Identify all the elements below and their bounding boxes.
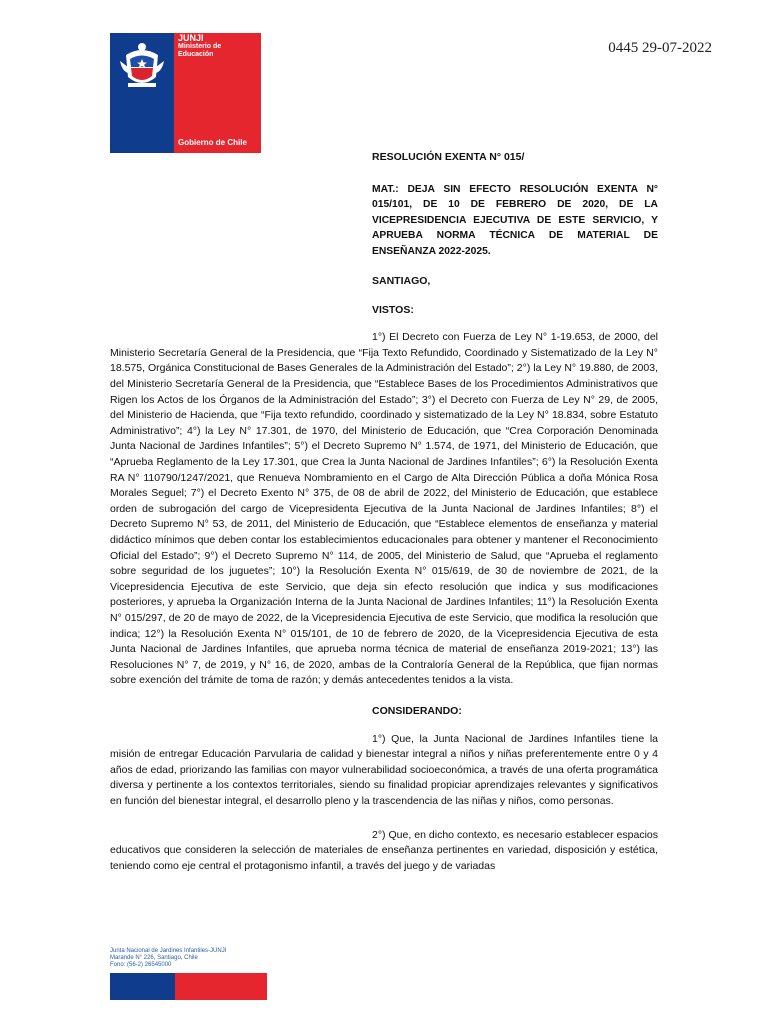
footer-line-1: Junta Nacional de Jardines Infantiles-JUNJI	[110, 948, 227, 954]
logo-blue-panel	[110, 33, 174, 153]
place-label: SANTIAGO,	[372, 275, 431, 288]
footer-color-bar	[110, 973, 267, 1000]
coat-of-arms-icon	[116, 37, 168, 93]
footer-blue-bar	[110, 973, 175, 1000]
document-body	[110, 150, 658, 874]
resolution-header-block	[372, 150, 658, 318]
footer-line-3: Fono: (56-2) 26545000	[110, 962, 172, 968]
considerando-paragraph-1: 1°) Que, la Junta Nacional de Jardines Infantiles tiene la misión de entregar Educación Parvularia de calidad y bienestar integral a niños y niñas preferentemente entre 0 y 4 años de edad, priorizando las familias con mayor vulnerabilidad socioeconómica, a través de una oferta programática diversa y pertinente a los contextos territoriales, siendo su finalidad propiciar aprendizajes relevantes y significativos en función del bienestar integral, el desarrollo pleno y la trascendencia de las niñas y niños, como personas.	[110, 732, 658, 807]
considerando-paragraph-2: 2°) Que, en dicho contexto, es necesario establecer espacios educativos que consideren la selección de materiales de enseñanza pertinentes en variedad, disposición y estética, teniendo como eje central el protagonismo infantil, a través del juego y de variadas	[110, 828, 658, 872]
considerando-label: CONSIDERANDO:	[372, 704, 462, 717]
considerando-block	[372, 704, 658, 720]
subject-label: MAT.:	[372, 183, 399, 195]
vistos-label: VISTOS:	[372, 303, 414, 316]
logo-government: Gobierno de Chile	[178, 138, 247, 147]
document-number-date: 0445 29-07-2022	[608, 40, 712, 56]
junji-logo	[110, 33, 261, 153]
footer-line-2: Marande N° 226, Santiago, Chile	[110, 955, 198, 961]
resolution-title: RESOLUCIÓN EXENTA N° 015/	[372, 151, 525, 163]
footer-address	[110, 948, 226, 969]
vistos-paragraph: 1°) El Decreto con Fuerza de Ley N° 1-19.653, de 2000, del Ministerio Secretaría General de la Presidencia, que “Fija Texto Refundido, Coordinado y Sistematizado de la Ley N° 18.575, Orgánica Constitucional de Bases Generales de la Administración del Estado”; 2°) la Ley N° 19.880, de 2003, del Ministerio Secretaría General de la Presidencia, que “Establece Bases de los Procedimientos Administrativos que Rigen los Actos de los Órganos de la Administración del Estado”; 3°) el Decreto con Fuerza de Ley N° 29, de 2005, del Ministerio de Hacienda, que “Fija texto refundido, coordinado y sistematizado de la Ley N° 18.834, sobre Estatuto Administrativo”; 4°) la Ley N° 17.301, de 1970, del Ministerio de Educación, que “Crea Corporación Denominada Junta Nacional de Jardines Infantiles”; 5°) el Decreto Supremo N° 1.574, de 1971, del Ministerio de Educación, que “Aprueba Reglamento de la Ley 17.301, que Crea la Junta Nacional de Jardines Infantiles”; 6°) la Resolución Exenta RA N° 110790/1247/2021, que Renueva Nombramiento en el Cargo de Alta Dirección Pública a doña Mónica Rosa Morales Seguel; 7°) el Decreto Exento N° 375, de 08 de abril de 2022, del Ministerio de Educación, que establece orden de subrogación del cargo de Vicepresidenta Ejecutiva de la Junta Nacional de Jardines Infantiles; 8°) el Decreto Supremo N° 53, de 2011, del Ministerio de Educación, que “Establece elementos de enseñanza y material didáctico mínimos que deben contar los establecimientos educacionales para obtener y mantener el Reconocimiento Oficial del Estado”; 9°) el Decreto Supremo N° 114, de 2005, del Ministerio de Salud, que “Aprueba el reglamento sobre seguridad de los juguetes”; 10°) la Resolución Exenta N° 015/619, de 30 de noviembre de 2021, de la Vicepresidencia Ejecutiva de este Servicio, que deja sin efecto resolución que indica y sus modificaciones posteriores, y aprueba la Organización Interna de la Junta Nacional de Jardines Infantiles; 11°) la Resolución Exenta N° 015/297, de 20 de mayo de 2022, de la Vicepresidencia Ejecutiva de este Servicio, que modifica la resolución que indica; 12°) la Resolución Exenta N° 015/101, de 10 de febrero de 2020, de la Vicepresidencia Ejecutiva de esta Junta Nacional de Jardines Infantiles, que aprueba norma técnica de material de enseñanza 2019-2021; 13°) las Resoluciones N° 7, de 2019, y N° 16, de 2020, ambas de la Contraloría General de la República, que fijan normas sobre exención del trámite de toma de razón; y demás antecedentes tenidos a la vista.	[110, 331, 658, 687]
logo-brand	[178, 33, 221, 59]
subject-text: DEJA SIN EFECTO RESOLUCIÓN EXENTA N° 015/101, DE 10 DE FEBRERO DE 2020, DE LA VICEPRESIDENCIA EJECUTIVA DE ESTE SERVICIO, Y APRUEBA NORMA TÉCNICA DE MATERIAL DE ENSEÑANZA 2022-2025.	[372, 183, 658, 257]
footer-red-bar	[175, 973, 267, 1000]
logo-ministry-line2: Educación	[178, 51, 214, 58]
resolution-subject	[372, 182, 658, 260]
logo-ministry-line1: Ministerio de	[178, 43, 222, 50]
logo-brand-name: JUNJI	[178, 33, 204, 43]
